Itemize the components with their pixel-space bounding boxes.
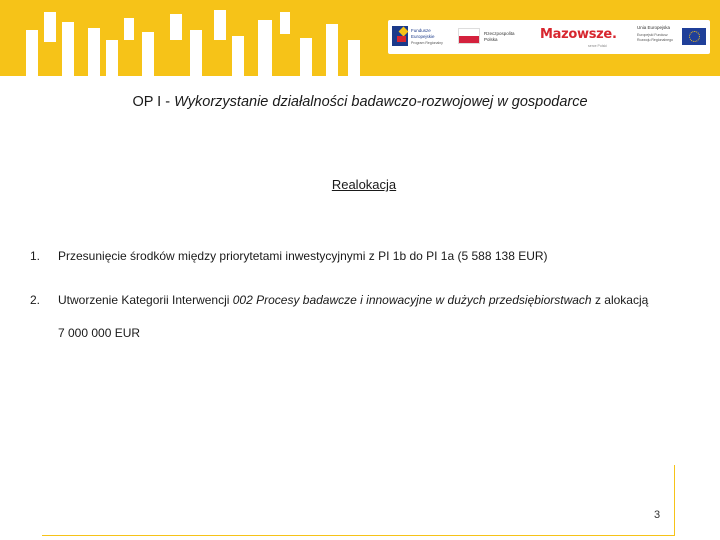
list-item-text: Przesunięcie środków między priorytetami inwestycyjnymi z PI 1b do PI 1a (5 588 138 EUR) xyxy=(58,249,548,263)
banner-shape xyxy=(300,38,312,76)
eu-logo-line1: Unia Europejska xyxy=(637,25,671,30)
eu-logo-line3: Rozwoju Regionalnego xyxy=(637,38,673,42)
banner-shape xyxy=(88,28,100,76)
fe-logo-line2: Europejskie xyxy=(411,34,435,39)
banner-shape xyxy=(106,40,118,76)
list-item-text-after: z alokacją xyxy=(591,293,649,307)
unia-europejska-logo xyxy=(634,20,710,54)
banner-shape xyxy=(142,32,154,76)
eu-logo-line2: Europejski Fundusz xyxy=(637,33,668,37)
list-item xyxy=(30,293,648,307)
polish-flag-icon xyxy=(458,28,480,44)
list-item-number: 2. xyxy=(30,293,41,307)
rp-logo-line1: Rzeczpospolita xyxy=(484,31,515,36)
section-heading: Realokacja xyxy=(331,177,397,192)
list-item-text: Utworzenie Kategorii Interwencji xyxy=(58,293,233,307)
banner-shape xyxy=(326,24,338,76)
mazowsze-logo xyxy=(532,20,620,54)
banner-shape xyxy=(190,30,202,76)
logo-strip xyxy=(388,20,710,54)
fe-logo-line1: Fundusze xyxy=(411,28,431,33)
page-title-prefix: OP I - xyxy=(132,94,175,110)
mazowsze-logo-tagline: serce Polski xyxy=(588,44,607,48)
page-title xyxy=(0,94,720,110)
banner-shape xyxy=(170,14,182,40)
fe-logo-line3: Program Regionalny xyxy=(411,41,443,45)
banner-shape xyxy=(124,18,134,40)
rzeczpospolita-polska-logo xyxy=(454,20,526,54)
list-item-italic: 002 Procesy badawcze i innowacyjne w dużych przedsiębiorstwach xyxy=(232,293,592,307)
page-title-italic: Wykorzystanie działalności badawczo-rozwojowej w gospodarce xyxy=(174,94,588,110)
banner-shape xyxy=(258,20,272,76)
eu-flag-icon xyxy=(682,28,706,45)
list-item-number: 1. xyxy=(30,249,41,263)
banner-shape xyxy=(348,40,360,76)
list-item xyxy=(30,249,548,263)
list-item-continuation: 7 000 000 EUR xyxy=(58,326,141,340)
page-number: 3 xyxy=(654,509,661,521)
banner-shape xyxy=(62,22,74,76)
banner-shape xyxy=(232,36,244,76)
mazowsze-heart-logo-icon: Mazowsze. xyxy=(540,27,617,42)
banner-shape xyxy=(44,12,56,42)
rp-logo-line2: Polska xyxy=(484,37,498,42)
header-banner xyxy=(0,0,720,76)
banner-shape xyxy=(214,10,226,40)
page-frame xyxy=(42,465,675,536)
banner-shape xyxy=(26,30,38,76)
fundusze-europejskie-logo-icon xyxy=(392,26,408,46)
banner-shape xyxy=(280,12,290,34)
